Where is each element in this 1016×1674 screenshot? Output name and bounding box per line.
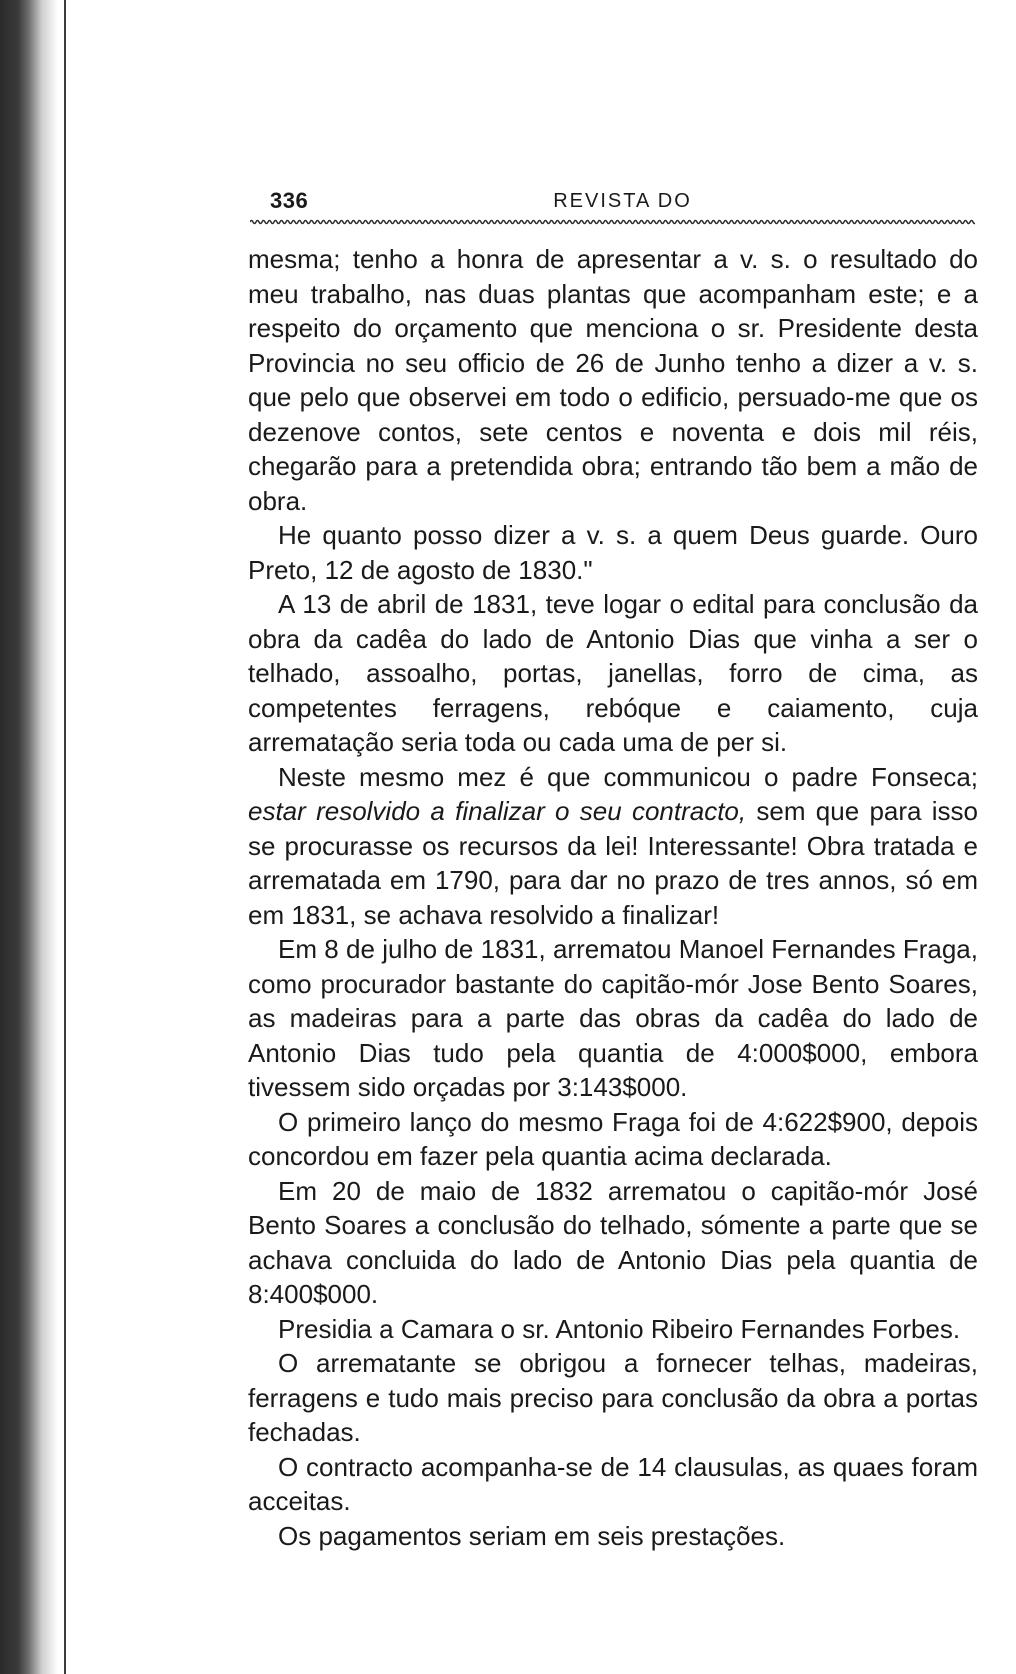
- page-header: [270, 188, 975, 218]
- paragraph-4-end: sem que para isso se procurasse os recursos da lei! Interessante! Obra tratada e arrematada em 1790, para dar no prazo de tres annos, só em em 1831, se achava resolvido a finalizar!: [248, 796, 979, 930]
- paragraph-2: He quanto posso dizer a v. s. a quem Deus guarde. Ouro Preto, 12 de agosto de 1830.": [248, 520, 978, 585]
- page-binding-shadow: [0, 0, 58, 1674]
- body-text: [248, 242, 978, 1553]
- header-wavy-rule: [250, 218, 975, 226]
- paragraph-10: O contracto acompanha-se de 14 clausulas, as quaes foram acceitas.: [248, 1451, 978, 1516]
- paragraph-4-start: Neste mesmo mez é que communicou o padre Fonseca;: [278, 761, 978, 792]
- paragraph-3: A 13 de abril de 1831, teve logar o edital para conclusão da obra da cadêa do lado de Antonio Dias que vinha a ser o telhado, assoalho, portas, janellas, forro de cima, as competentes ferragens, rebóque e caiamento, cuja arrematação seria toda ou cada uma de per si.: [248, 589, 978, 757]
- page-number: 336: [270, 188, 309, 213]
- paragraph-11: Os pagamentos seriam em seis prestações.: [278, 1520, 786, 1551]
- paragraph-6: O primeiro lanço do mesmo Fraga foi de 4:622$900, depois concordou em fazer pela quantia acima declarada.: [248, 1106, 978, 1171]
- paragraph-4-italic: estar resolvido a finalizar o seu contracto,: [248, 796, 747, 826]
- paragraph-5: Em 8 de julho de 1831, arrematou Manoel Fernandes Fraga, como procurador bastante do capitão-mór Jose Bento Soares, as madeiras para a parte das obras da cadêa do lado de Antonio Dias tudo pela quantia de 4:000$000, embora tivessem sido orçadas por 3:143$000.: [248, 934, 978, 1102]
- paragraph-7: Em 20 de maio de 1832 arrematou o capitão-mór José Bento Soares a conclusão do telhado, sómente a parte que se achava concluida do lado de Antonio Dias pela quantia de 8:400$000.: [248, 1175, 978, 1309]
- paragraph-4: [248, 760, 978, 933]
- paragraph-9: O arrematante se obrigou a fornecer telhas, madeiras, ferragens e tudo mais preciso para conclusão da obra a portas fechadas.: [248, 1348, 978, 1447]
- paragraph-8: Presidia a Camara o sr. Antonio Ribeiro Fernandes Forbes.: [278, 1313, 961, 1344]
- page-binding-line: [64, 0, 66, 1674]
- running-title: REVISTA DO: [553, 190, 692, 212]
- paragraph-1: mesma; tenho a honra de apresentar a v. s. o resultado do meu trabalho, nas duas plantas que acompanham este; e a respeito do orçamento que menciona o sr. Presidente desta Provincia no seu officio de 26 de Junho tenho a dizer a v. s. que pelo que observei em todo o edificio, persuado-me que os dezenove contos, sete centos e noventa e dois mil réis, chegarão para a pretendida obra; entrando tão bem a mão de obra.: [248, 244, 978, 516]
